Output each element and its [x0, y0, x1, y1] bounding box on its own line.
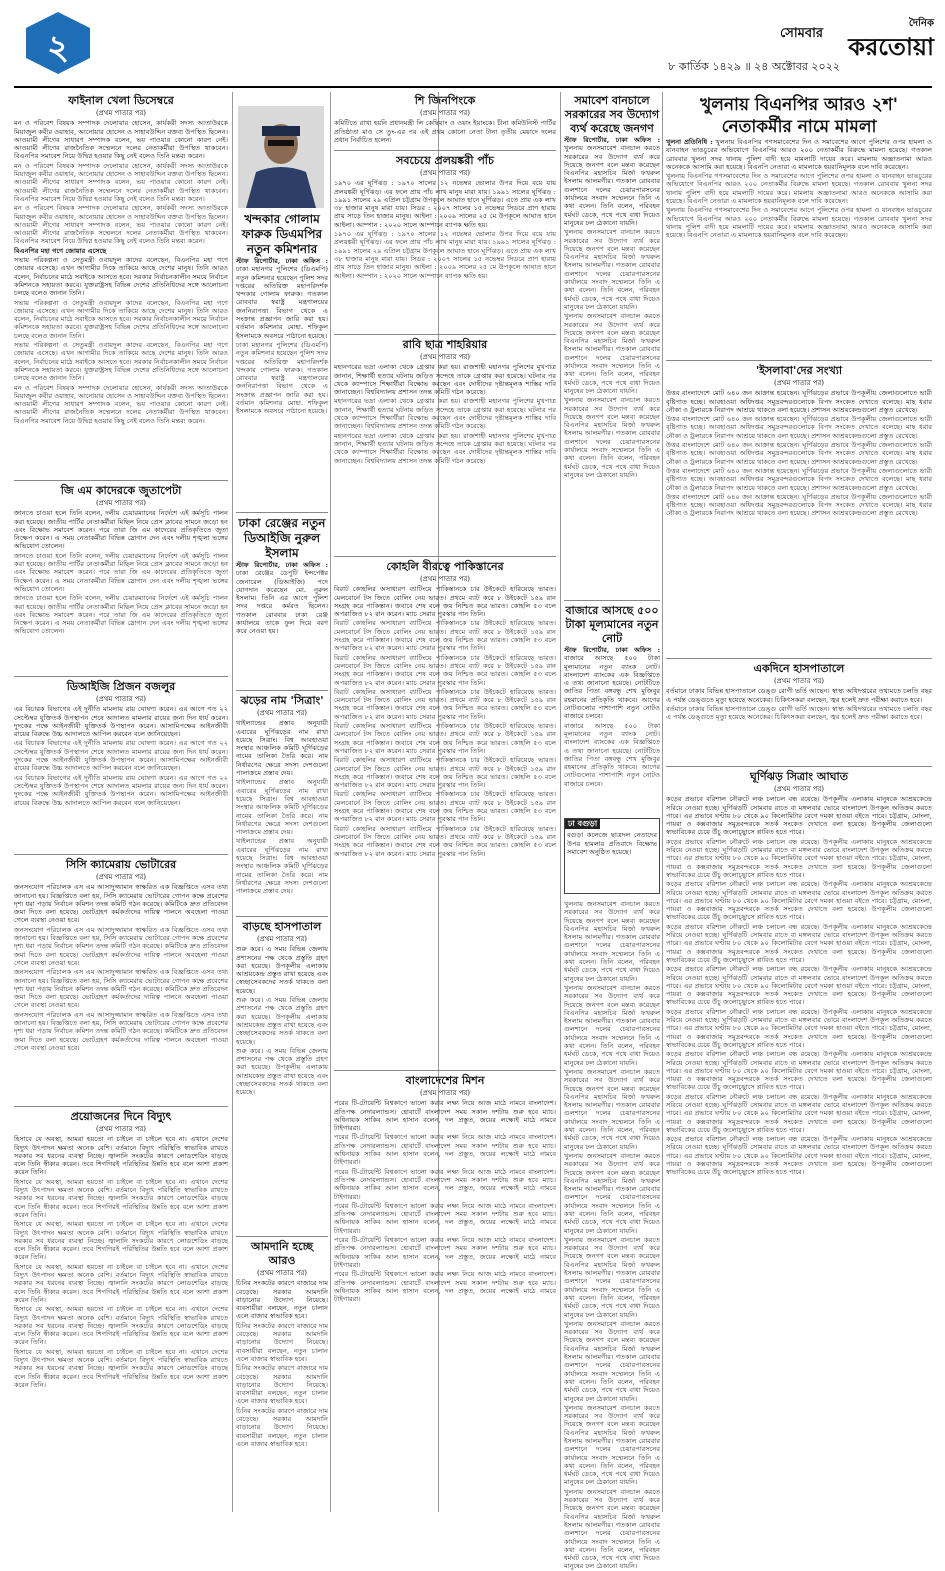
story-final-game: ফাইনাল খেলা ডিসেম্বরে (প্রথম পাতার পর) মন ও পরিবেশ বিষয়ক সম্পাদক দেলোয়ার হোসেন, কার্যকরী সদস্য আতাউরকে মিয়াজুল কবীর ওয়াহাব, আনোয়ার হোসেন ও সাহাবউদ্দিন বক্তব্য উপস্থিত ছিলেন। আওয়ামী লীগের সাধারণ সম্পাদক বলেন, ভয় পাওয়ার কোনো কারণ নেই। আওয়ামী লীগের রাজনৈতিক সম্মেলনে দলের নেতাকর্মীরা উপস্থিত থাকবেন। বিএনপির সমাবেশ নিয়ে উদ্বিগ্ন হওয়ার কিছু নেই বলেও তিনি মন্তব্য করেন। মন ও পরিবেশ বিষয়ক সম্পাদক দেলোয়ার হোসেন, কার্যকরী সদস্য আতাউরকে মিয়াজুল কবীর ওয়াহাব, আনোয়ার হোসেন ও সাহাবউদ্দিন বক্তব্য উপস্থিত ছিলেন। আওয়ামী লীগের সাধারণ সম্পাদক বলেন, ভয় পাওয়ার কোনো কারণ নেই। আওয়ামী লীগের রাজনৈতিক সম্মেলনে দলের নেতাকর্মীরা উপস্থিত থাকবেন। বিএনপির সমাবেশ নিয়ে উদ্বিগ্ন হওয়ার কিছু নেই বলেও তিনি মন্তব্য করেন। মন ও পরিবেশ বিষয়ক সম্পাদক দেলোয়ার হোসেন, কার্যকরী সদস্য আতাউরকে মিয়াজুল কবীর ওয়াহাব, আনোয়ার হোসেন ও সাহাবউদ্দিন বক্তব্য উপস্থিত ছিলেন। আওয়ামী লীগের সাধারণ সম্পাদক বলেন, ভয় পাওয়ার কোনো কারণ নেই। আওয়ামী লীগের রাজনৈতিক সম্মেলনে দলের নেতাকর্মীরা উপস্থিত থাকবেন। বিএনপির সমাবেশ নিয়ে উদ্বিগ্ন হওয়ার কিছু নেই বলেও তিনি মন্তব্য করেন। বিএনপির মহা গণে জোয়ার এসেছে সভায় পরিকল্পনা ও সেতুমন্ত্রী ওবায়দুল কাদের বলেছেন, বিএনপির মহা গণে জোয়ার এসেছে। এখন আগামীর দিকে তাকিয়ে আছে দেশের মানুষ। তিনি আরও বলেন, নির্বাচনের মাঠে সবাইকে আসতে হবে। সরকার নির্বাচনকালীন সময়ে নির্বাচন কমিশনকে সহায়তা করবে। যুক্তরাষ্ট্রসহ বিভিন্ন দেশের প্রতিনিধিদের সঙ্গে আলোচনা চলছে বলেও জানান তিনি। সভায় পরিকল্পনা ও সেতুমন্ত্রী ওবায়দুল কাদের বলেছেন, বিএনপির মহা গণে জোয়ার এসেছে। এখন আগামীর দিকে তাকিয়ে আছে দেশের মানুষ। তিনি আরও বলেন, নির্বাচনের মাঠে সবাইকে আসতে হবে। সরকার নির্বাচনকালীন সময়ে নির্বাচন কমিশনকে সহায়তা করবে। যুক্তরাষ্ট্রসহ বিভিন্ন দেশের প্রতিনিধিদের সঙ্গে আলোচনা চলছে বলেও জানান তিনি। সভায় পরিকল্পনা ও সেতুমন্ত্রী ওবায়দুল কাদের বলেছেন, বিএনপির মহা গণে জোয়ার এসেছে। এখন আগামীর দিকে তাকিয়ে আছে দেশের মানুষ। তিনি আরও বলেন, নির্বাচনের মাঠে সবাইকে আসতে হবে। সরকার নির্বাচনকালীন সময়ে নির্বাচন কমিশনকে সহায়তা করবে। যুক্তরাষ্ট্রসহ বিভিন্ন দেশের প্রতিনিধিদের সঙ্গে আলোচনা চলছে বলেও জানান তিনি। মন ও পরিবেশ বিষয়ক সম্পাদক দেলোয়ার হোসেন, কার্যকরী সদস্য আতাউরকে মিয়াজুল কবীর ওয়াহাব, আনোয়ার হোসেন ও সাহাবউদ্দিন বক্তব্য উপস্থিত ছিলেন। আওয়ামী লীগের সাধারণ সম্পাদক বলেন, ভয় পাওয়ার কোনো কারণ নেই। আওয়ামী লীগের রাজনৈতিক সম্মেলনে দলের নেতাকর্মীরা উপস্থিত থাকবেন। বিএনপির সমাবেশ নিয়ে উদ্বিগ্ন হওয়ার কিছু নেই বলেও তিনি মন্তব্য করেন।: [14, 94, 228, 425]
story-prices: বাড়ছে হাসপাতাল (প্রথম পাতার পর) শুরু করে। এ সময় বিভিন্ন জেলায় প্রশাসনের পক্ষ থেকে প্রস্তুতি গ্রহণ করা হয়েছে। উপকূলীয় এলাকায় আশ্রয়কেন্দ্র প্রস্তুত রাখা হয়েছে এবং স্বেচ্ছাসেবকদের সতর্ক থাকতে বলা হয়েছে। শুরু করে। এ সময় বিভিন্ন জেলায় প্রশাসনের পক্ষ থেকে প্রস্তুতি গ্রহণ করা হয়েছে। উপকূলীয় এলাকায় আশ্রয়কেন্দ্র প্রস্তুত রাখা হয়েছে এবং স্বেচ্ছাসেবকদের সতর্ক থাকতে বলা হয়েছে। শুরু করে। এ সময় বিভিন্ন জেলায় প্রশাসনের পক্ষ থেকে প্রস্তুতি গ্রহণ করা হয়েছে। উপকূলীয় এলাকায় আশ্রয়কেন্দ্র প্রস্তুত রাখা হয়েছে এবং স্বেচ্ছাসেবকদের সতর্ক থাকতে বলা হয়েছে।: [236, 920, 328, 1097]
column-divider: [662, 92, 663, 1512]
story-islamda: 'ইসলাবা'দের সংখ্যা (প্রথম পাতার পর) উত্তর বাংলাদেশে মোট ৬৪০ জন আক্রান্ত হয়েছেন। ঘূর্ণিঝড়ের প্রভাবে উপকূলীয় জেলাগুলোতে ভারী বৃষ্টিপাত হচ্ছে। আবহাওয়া অধিদপ্তর সমুদ্রবন্দরগুলোকে বিপদ সংকেত দেখাতে বলেছে। মাছ ধরার নৌকা ও ট্রলারকে নিরাপদ আশ্রয়ে থাকতে বলা হয়েছে। প্রশাসন আশ্রয়কেন্দ্রগুলো প্রস্তুত রেখেছে। উত্তর বাংলাদেশে মোট ৬৪০ জন আক্রান্ত হয়েছেন। ঘূর্ণিঝড়ের প্রভাবে উপকূলীয় জেলাগুলোতে ভারী বৃষ্টিপাত হচ্ছে। আবহাওয়া অধিদপ্তর সমুদ্রবন্দরগুলোকে বিপদ সংকেত দেখাতে বলেছে। মাছ ধরার নৌকা ও ট্রলারকে নিরাপদ আশ্রয়ে থাকতে বলা হয়েছে। প্রশাসন আশ্রয়কেন্দ্রগুলো প্রস্তুত রেখেছে। উত্তর বাংলাদেশে মোট ৬৪০ জন আক্রান্ত হয়েছেন। ঘূর্ণিঝড়ের প্রভাবে উপকূলীয় জেলাগুলোতে ভারী বৃষ্টিপাত হচ্ছে। আবহাওয়া অধিদপ্তর সমুদ্রবন্দরগুলোকে বিপদ সংকেত দেখাতে বলেছে। মাছ ধরার নৌকা ও ট্রলারকে নিরাপদ আশ্রয়ে থাকতে বলা হয়েছে। প্রশাসন আশ্রয়কেন্দ্রগুলো প্রস্তুত রেখেছে। উত্তর বাংলাদেশে মোট ৬৪০ জন আক্রান্ত হয়েছেন। ঘূর্ণিঝড়ের প্রভাবে উপকূলীয় জেলাগুলোতে ভারী বৃষ্টিপাত হচ্ছে। আবহাওয়া অধিদপ্তর সমুদ্রবন্দরগুলোকে বিপদ সংকেত দেখাতে বলেছে। মাছ ধরার নৌকা ও ট্রলারকে নিরাপদ আশ্রয়ে থাকতে বলা হয়েছে। প্রশাসন আশ্রয়কেন্দ্রগুলো প্রস্তুত রেখেছে। উত্তর বাংলাদেশে মোট ৬৪০ জন আক্রান্ত হয়েছেন। ঘূর্ণিঝড়ের প্রভাবে উপকূলীয় জেলাগুলোতে ভারী বৃষ্টিপাত হচ্ছে। আবহাওয়া অধিদপ্তর সমুদ্রবন্দরগুলোকে বিপদ সংকেত দেখাতে বলেছে। মাছ ধরার নৌকা ও ট্রলারকে নিরাপদ আশ্রয়ে থাকতে বলা হয়েছে। প্রশাসন আশ্রয়কেন্দ্রগুলো প্রস্তুত রেখেছে।: [666, 364, 932, 518]
story-new-notes: বাজারে আসছে ৫০০ টাকা মূল্যমানের নতুন নোট স্টাফ রিপোর্টার, ঢাকা অফিস : বাজারে আসছে ৫০০ টাকা মূল্যমানের নতুন ব্যাংক নোট। বাংলাদেশ ব্যাংকের এক বিজ্ঞপ্তিতে এ তথ্য জানানো হয়েছে। নোটটিতে জাতির পিতা বঙ্গবন্ধু শেখ মুজিবুর রহমানের প্রতিকৃতি থাকবে। আগের নোটগুলোর পাশাপাশি নতুন নোটও বাজারে চলবে। বাজারে আসছে ৫০০ টাকা মূল্যমানের নতুন ব্যাংক নোট। বাংলাদেশ ব্যাংকের এক বিজ্ঞপ্তিতে এ তথ্য জানানো হয়েছে। নোটটিতে জাতির পিতা বঙ্গবন্ধু শেখ মুজিবুর রহমানের প্রতিকৃতি থাকবে। আগের নোটগুলোর পাশাপাশি নতুন নোটও বাজারে চলবে।: [564, 604, 660, 788]
story-hospital: একদিনে হাসপাতালে (প্রথম পাতার পর) বর্তমানে ঢাকার বিভিন্ন হাসপাতালে ডেঙ্গু রোগী ভর্তি আছেন। স্বাস্থ্য অধিদপ্তরের তথ্যমতে চলতি বছর এ পর্যন্ত ডেঙ্গুতে মৃত্যু হয়েছে অনেকের। চিকিৎসকরা বলছেন, জ্বর হলেই দ্রুত পরীক্ষা করাতে হবে। বর্তমানে ঢাকার বিভিন্ন হাসপাতালে ডেঙ্গু রোগী ভর্তি আছেন। স্বাস্থ্য অধিদপ্তরের তথ্যমতে চলতি বছর এ পর্যন্ত ডেঙ্গুতে মৃত্যু হয়েছে অনেকের। চিকিৎসকরা বলছেন, জ্বর হলেই দ্রুত পরীক্ষা করাতে হবে।: [666, 662, 932, 722]
column-divider: [560, 92, 561, 1512]
weekday: সোমবার: [780, 26, 824, 41]
story-rally-obstacle: সমাবেশ বানচালে সরকারের সব উদ্যোগ ব্যর্থ করেছে জনগণ স্টাফ রিপোর্টার, ঢাকা অফিস : খুলনায় জনসমাবেশ বানচাল করতে সরকারের সব উদ্যোগ ব্যর্থ করে দিয়েছে জনগণ বলে মন্তব্য করেছেন বিএনপির মহাসচিব মির্জা ফখরুল ইসলাম আলমগীর। গতকাল রোববার গুলশানে দলের চেয়ারপারসনের কার্যালয়ে সংবাদ সম্মেলনে তিনি এ কথা বলেন। তিনি বলেন, পরিবহন ধর্মঘট ডেকে, পথে পথে বাধা দিয়েও মানুষের ঢল ঠেকানো যায়নি। খুলনায় জনসমাবেশ বানচাল করতে সরকারের সব উদ্যোগ ব্যর্থ করে দিয়েছে জনগণ বলে মন্তব্য করেছেন বিএনপির মহাসচিব মির্জা ফখরুল ইসলাম আলমগীর। গতকাল রোববার গুলশানে দলের চেয়ারপারসনের কার্যালয়ে সংবাদ সম্মেলনে তিনি এ কথা বলেন। তিনি বলেন, পরিবহন ধর্মঘট ডেকে, পথে পথে বাধা দিয়েও মানুষের ঢল ঠেকানো যায়নি। খুলনায় জনসমাবেশ বানচাল করতে সরকারের সব উদ্যোগ ব্যর্থ করে দিয়েছে জনগণ বলে মন্তব্য করেছেন বিএনপির মহাসচিব মির্জা ফখরুল ইসলাম আলমগীর। গতকাল রোববার গুলশানে দলের চেয়ারপারসনের কার্যালয়ে সংবাদ সম্মেলনে তিনি এ কথা বলেন। তিনি বলেন, পরিবহন ধর্মঘট ডেকে, পথে পথে বাধা দিয়েও মানুষের ঢল ঠেকানো যায়নি। খুলনায় জনসমাবেশ বানচাল করতে সরকারের সব উদ্যোগ ব্যর্থ করে দিয়েছে জনগণ বলে মন্তব্য করেছেন বিএনপির মহাসচিব মির্জা ফখরুল ইসলাম আলমগীর। গতকাল রোববার গুলশানে দলের চেয়ারপারসনের কার্যালয়ে সংবাদ সম্মেলনে তিনি এ কথা বলেন। তিনি বলেন, পরিবহন ধর্মঘট ডেকে, পথে পথে বাধা দিয়েও মানুষের ঢল ঠেকানো যায়নি।: [564, 94, 660, 479]
header-rule: [14, 86, 932, 88]
story-rabi-student: রাবি ছাত্র শাহরিয়ার (প্রথম পাতার পর) মহানগরের ভদ্রা এলাকা থেকে গ্রেপ্তার করা হয়। রাজশাহী মহানগর পুলিশের মুখপাত্র জানান, শিক্ষার্থী হত্যার ঘটনায় জড়িত সন্দেহে তাকে গ্রেপ্তার করা হয়েছে। ঘটনার পর থেকে ক্যাম্পাসে শিক্ষার্থীরা বিক্ষোভ করছেন এবং দোষীদের দৃষ্টান্তমূলক শাস্তির দাবি জানাচ্ছেন। বিশ্ববিদ্যালয় প্রশাসন তদন্ত কমিটি গঠন করেছে। মহানগরের ভদ্রা এলাকা থেকে গ্রেপ্তার করা হয়। রাজশাহী মহানগর পুলিশের মুখপাত্র জানান, শিক্ষার্থী হত্যার ঘটনায় জড়িত সন্দেহে তাকে গ্রেপ্তার করা হয়েছে। ঘটনার পর থেকে ক্যাম্পাসে শিক্ষার্থীরা বিক্ষোভ করছেন এবং দোষীদের দৃষ্টান্তমূলক শাস্তির দাবি জানাচ্ছেন। বিশ্ববিদ্যালয় প্রশাসন তদন্ত কমিটি গঠন করেছে। মহানগরের ভদ্রা এলাকা থেকে গ্রেপ্তার করা হয়। রাজশাহী মহানগর পুলিশের মুখপাত্র জানান, শিক্ষার্থী হত্যার ঘটনায় জড়িত সন্দেহে তাকে গ্রেপ্তার করা হয়েছে। ঘটনার পর থেকে ক্যাম্পাসে শিক্ষার্থীরা বিক্ষোভ করছেন এবং দোষীদের দৃষ্টান্তমূলক শাস্তির দাবি জানাচ্ছেন। বিশ্ববিদ্যালয় প্রশাসন তদন্ত কমিটি গঠন করেছে।: [334, 338, 556, 465]
masthead: [0, 0, 945, 86]
story-kohli: কোহলি বীরত্বে পাকিস্তানের (প্রথম পাতার পর) বিরাট কোহলির অসাধারণ ব্যাটিংয়ে পাকিস্তানকে চার উইকেটে হারিয়েছে ভারত। মেলবোর্নে টস জিতে বোলিং নেয় ভারত। প্রথমে ব্যাট করে ৮ উইকেটে ১৫৯ রান সংগ্রহ করে পাকিস্তান। জবাবে শেষ বলে জয় নিশ্চিত করে ভারত। কোহলি ৫৩ বলে অপরাজিত ৮২ রান করেন। ম্যাচ সেরার পুরস্কার পান তিনি। বিরাট কোহলির অসাধারণ ব্যাটিংয়ে পাকিস্তানকে চার উইকেটে হারিয়েছে ভারত। মেলবোর্নে টস জিতে বোলিং নেয় ভারত। প্রথমে ব্যাট করে ৮ উইকেটে ১৫৯ রান সংগ্রহ করে পাকিস্তান। জবাবে শেষ বলে জয় নিশ্চিত করে ভারত। কোহলি ৫৩ বলে অপরাজিত ৮২ রান করেন। ম্যাচ সেরার পুরস্কার পান তিনি। বিরাট কোহলির অসাধারণ ব্যাটিংয়ে পাকিস্তানকে চার উইকেটে হারিয়েছে ভারত। মেলবোর্নে টস জিতে বোলিং নেয় ভারত। প্রথমে ব্যাট করে ৮ উইকেটে ১৫৯ রান সংগ্রহ করে পাকিস্তান। জবাবে শেষ বলে জয় নিশ্চিত করে ভারত। কোহলি ৫৩ বলে অপরাজিত ৮২ রান করেন। ম্যাচ সেরার পুরস্কার পান তিনি। বিরাট কোহলির অসাধারণ ব্যাটিংয়ে পাকিস্তানকে চার উইকেটে হারিয়েছে ভারত। মেলবোর্নে টস জিতে বোলিং নেয় ভারত। প্রথমে ব্যাট করে ৮ উইকেটে ১৫৯ রান সংগ্রহ করে পাকিস্তান। জবাবে শেষ বলে জয় নিশ্চিত করে ভারত। কোহলি ৫৩ বলে অপরাজিত ৮২ রান করেন। ম্যাচ সেরার পুরস্কার পান তিনি। বিরাট কোহলির অসাধারণ ব্যাটিংয়ে পাকিস্তানকে চার উইকেটে হারিয়েছে ভারত। মেলবোর্নে টস জিতে বোলিং নেয় ভারত। প্রথমে ব্যাট করে ৮ উইকেটে ১৫৯ রান সংগ্রহ করে পাকিস্তান। জবাবে শেষ বলে জয় নিশ্চিত করে ভারত। কোহলি ৫৩ বলে অপরাজিত ৮২ রান করেন। ম্যাচ সেরার পুরস্কার পান তিনি। বিরাট কোহলির অসাধারণ ব্যাটিংয়ে পাকিস্তানকে চার উইকেটে হারিয়েছে ভারত। মেলবোর্নে টস জিতে বোলিং নেয় ভারত। প্রথমে ব্যাট করে ৮ উইকেটে ১৫৯ রান সংগ্রহ করে পাকিস্তান। জবাবে শেষ বলে জয় নিশ্চিত করে ভারত। কোহলি ৫৩ বলে অপরাজিত ৮২ রান করেন। ম্যাচ সেরার পুরস্কার পান তিনি। বিরাট কোহলির অসাধারণ ব্যাটিংয়ে পাকিস্তানকে চার উইকেটে হারিয়েছে ভারত। মেলবোর্নে টস জিতে বোলিং নেয় ভারত। প্রথমে ব্যাট করে ৮ উইকেটে ১৫৯ রান সংগ্রহ করে পাকিস্তান। জবাবে শেষ বলে জয় নিশ্চিত করে ভারত। কোহলি ৫৩ বলে অপরাজিত ৮২ রান করেন। ম্যাচ সেরার পুরস্কার পান তিনি। বিরাট কোহলির অসাধারণ ব্যাটিংয়ে পাকিস্তানকে চার উইকেটে হারিয়েছে ভারত। মেলবোর্নে টস জিতে বোলিং নেয় ভারত। প্রথমে ব্যাট করে ৮ উইকেটে ১৫৯ রান সংগ্রহ করে পাকিস্তান। জবাবে শেষ বলে জয় নিশ্চিত করে ভারত। কোহলি ৫৩ বলে অপরাজিত ৮২ রান করেন। ম্যাচ সেরার পুরস্কার পান তিনি।: [334, 560, 556, 858]
column-divider: [330, 92, 331, 1512]
issue-date: ৮ কার্তিক ১৪২৯ ॥ ২৪ অক্টোবর ২০২২: [668, 60, 840, 73]
story-dig-prison: ডিআইজি প্রিজন বজলুর (প্রথম পাতার পর) এর বিচারক বিভাগের এই দুর্নীতি মামলায় রায় ঘোষণা করেন। এর আগে গত ২২ সেপ্টেম্বর যুক্তিতর্ক উপস্থাপন শেষে আদালত মামলার রায়ের জন্য দিন ধার্য করেন। দুদকের পক্ষে আইনজীবী যুক্তিতর্ক উপস্থাপন করেন। আসামিপক্ষের আইনজীবী রায়ের বিরুদ্ধে উচ্চ আদালতে আপিল করবেন বলে জানিয়েছেন। এর বিচারক বিভাগের এই দুর্নীতি মামলায় রায় ঘোষণা করেন। এর আগে গত ২২ সেপ্টেম্বর যুক্তিতর্ক উপস্থাপন শেষে আদালত মামলার রায়ের জন্য দিন ধার্য করেন। দুদকের পক্ষে আইনজীবী যুক্তিতর্ক উপস্থাপন করেন। আসামিপক্ষের আইনজীবী রায়ের বিরুদ্ধে উচ্চ আদালতে আপিল করবেন বলে জানিয়েছেন। এর বিচারক বিভাগের এই দুর্নীতি মামলায় রায় ঘোষণা করেন। এর আগে গত ২২ সেপ্টেম্বর যুক্তিতর্ক উপস্থাপন শেষে আদালত মামলার রায়ের জন্য দিন ধার্য করেন। দুদকের পক্ষে আইনজীবী যুক্তিতর্ক উপস্থাপন করেন। আসামিপক্ষের আইনজীবী রায়ের বিরুদ্ধে উচ্চ আদালতে আপিল করবেন বলে জানিয়েছেন।: [14, 680, 228, 807]
page-number: ২: [46, 28, 70, 68]
story-dhaka-range: ঢাকা রেঞ্জের নতুন ডিআইজি নুরুল ইসলাম স্টাফ রিপোর্টার, ঢাকা অফিস : ঢাকা রেঞ্জের ডেপুটি ইন্সপেক্টর জেনারেল (ডিআইজি) পদে যোগদান করেছেন মো. নুরুল ইসলাম। তিনি এর আগে পুলিশ সদর দপ্তরে কর্মরত ছিলেন। গতকাল রোববার ঢাকা রেঞ্জ কার্যালয়ে তাকে ফুল দিয়ে বরণ করে নেওয়া হয়।: [236, 516, 328, 636]
newspaper-logo: দৈনিক করতোয়া: [848, 18, 934, 61]
story-bangladesh-mission: বাংলাদেশের মিশন (প্রথম পাতার পর) পরের টি-টোয়েন্টি বিশ্বকাপে ভালো করার লক্ষ্য নিয়ে আজ মাঠে নামবে বাংলাদেশ। প্রতিপক্ষ নেদারল্যান্ডস। হোবার্টে বাংলাদেশ সময় সকাল দশটায় শুরু হবে ম্যাচ। অধিনায়ক সাকিব আল হাসান বলেন, দল প্রস্তুত, জয়ের লক্ষ্যেই মাঠে নামবে টাইগাররা। পরের টি-টোয়েন্টি বিশ্বকাপে ভালো করার লক্ষ্য নিয়ে আজ মাঠে নামবে বাংলাদেশ। প্রতিপক্ষ নেদারল্যান্ডস। হোবার্টে বাংলাদেশ সময় সকাল দশটায় শুরু হবে ম্যাচ। অধিনায়ক সাকিব আল হাসান বলেন, দল প্রস্তুত, জয়ের লক্ষ্যেই মাঠে নামবে টাইগাররা। পরের টি-টোয়েন্টি বিশ্বকাপে ভালো করার লক্ষ্য নিয়ে আজ মাঠে নামবে বাংলাদেশ। প্রতিপক্ষ নেদারল্যান্ডস। হোবার্টে বাংলাদেশ সময় সকাল দশটায় শুরু হবে ম্যাচ। অধিনায়ক সাকিব আল হাসান বলেন, দল প্রস্তুত, জয়ের লক্ষ্যেই মাঠে নামবে টাইগাররা। পরের টি-টোয়েন্টি বিশ্বকাপে ভালো করার লক্ষ্য নিয়ে আজ মাঠে নামবে বাংলাদেশ। প্রতিপক্ষ নেদারল্যান্ডস। হোবার্টে বাংলাদেশ সময় সকাল দশটায় শুরু হবে ম্যাচ। অধিনায়ক সাকিব আল হাসান বলেন, দল প্রস্তুত, জয়ের লক্ষ্যেই মাঠে নামবে টাইগাররা। পরের টি-টোয়েন্টি বিশ্বকাপে ভালো করার লক্ষ্য নিয়ে আজ মাঠে নামবে বাংলাদেশ। প্রতিপক্ষ নেদারল্যান্ডস। হোবার্টে বাংলাদেশ সময় সকাল দশটায় শুরু হবে ম্যাচ। অধিনায়ক সাকিব আল হাসান বলেন, দল প্রস্তুত, জয়ের লক্ষ্যেই মাঠে নামবে টাইগাররা। পরের টি-টোয়েন্টি বিশ্বকাপে ভালো করার লক্ষ্য নিয়ে আজ মাঠে নামবে বাংলাদেশ। প্রতিপক্ষ নেদারল্যান্ডস। হোবার্টে বাংলাদেশ সময় সকাল দশটায় শুরু হবে ম্যাচ। অধিনায়ক সাকিব আল হাসান বলেন, দল প্রস্তুত, জয়ের লক্ষ্যেই মাঠে নামবে টাইগাররা।: [334, 1074, 556, 1304]
commissioner-photo: [238, 106, 324, 208]
story-sitrang-name: ঝড়ের নাম 'সিত্রাং' (প্রথম পাতার পর) থাইল্যান্ডের প্রস্তাব অনুযায়ী এবারের ঘূর্ণিঝড়ের নাম রাখা হয়েছে সিত্রাং। বিশ্ব আবহাওয়া সংস্থার আঞ্চলিক কমিটি ঘূর্ণিঝড়ের নামের তালিকা তৈরি করে। নাম নির্ধারণের ক্ষেত্রে সদস্য দেশগুলো পালাক্রমে প্রস্তাব দেয়। থাইল্যান্ডের প্রস্তাব অনুযায়ী এবারের ঘূর্ণিঝড়ের নাম রাখা হয়েছে সিত্রাং। বিশ্ব আবহাওয়া সংস্থার আঞ্চলিক কমিটি ঘূর্ণিঝড়ের নামের তালিকা তৈরি করে। নাম নির্ধারণের ক্ষেত্রে সদস্য দেশগুলো পালাক্রমে প্রস্তাব দেয়। থাইল্যান্ডের প্রস্তাব অনুযায়ী এবারের ঘূর্ণিঝড়ের নাম রাখা হয়েছে সিত্রাং। বিশ্ব আবহাওয়া সংস্থার আঞ্চলিক কমিটি ঘূর্ণিঝড়ের নামের তালিকা তৈরি করে। নাম নির্ধারণের ক্ষেত্রে সদস্য দেশগুলো পালাক্রমে প্রস্তাব দেয়।: [236, 694, 328, 896]
story-import: আমদানি হচ্ছে আরও (প্রথম পাতার পর) চিনির সংকটের কারণে বাজারে দাম বেড়েছে। সরকার আমদানি বাড়ানোর উদ্যোগ নিয়েছে। ব্যবসায়ীরা বলছেন, নতুন চালান এলে বাজার স্বাভাবিক হবে। চিনির সংকটের কারণে বাজারে দাম বেড়েছে। সরকার আমদানি বাড়ানোর উদ্যোগ নিয়েছে। ব্যবসায়ীরা বলছেন, নতুন চালান এলে বাজার স্বাভাবিক হবে। চিনির সংকটের কারণে বাজারে দাম বেড়েছে। সরকার আমদানি বাড়ানোর উদ্যোগ নিয়েছে। ব্যবসায়ীরা বলছেন, নতুন চালান এলে বাজার স্বাভাবিক হবে। চিনির সংকটের কারণে বাজারে দাম বেড়েছে। সরকার আমদানি বাড়ানোর উদ্যোগ নিয়েছে। ব্যবসায়ীরা বলছেন, নতুন চালান এলে বাজার স্বাভাবিক হবে।: [236, 1240, 328, 1448]
story-gm-quader: জি এম কাদেরকে জুতাপেটা (প্রথম পাতার পর) জানতে চাওয়া হলে তিনি বলেন, দলীয় চেয়ারম্যানের নির্দেশে এই কর্মসূচি পালন করা হয়েছে। জাতীয় পার্টির নেতাকর্মীরা মিছিল নিয়ে প্রেস ক্লাবের সামনে জড়ো হন এবং বিক্ষোভ সমাবেশ করেন। পরে তারা জি এম কাদেরের প্রতিকৃতিতে জুতা নিক্ষেপ করেন। এ সময় নেতাকর্মীরা বিভিন্ন স্লোগান দেন এবং দলীয় শৃঙ্খলা ভঙ্গের অভিযোগ তোলেন। জানতে চাওয়া হলে তিনি বলেন, দলীয় চেয়ারম্যানের নির্দেশে এই কর্মসূচি পালন করা হয়েছে। জাতীয় পার্টির নেতাকর্মীরা মিছিল নিয়ে প্রেস ক্লাবের সামনে জড়ো হন এবং বিক্ষোভ সমাবেশ করেন। পরে তারা জি এম কাদেরের প্রতিকৃতিতে জুতা নিক্ষেপ করেন। এ সময় নেতাকর্মীরা বিভিন্ন স্লোগান দেন এবং দলীয় শৃঙ্খলা ভঙ্গের অভিযোগ তোলেন। জানতে চাওয়া হলে তিনি বলেন, দলীয় চেয়ারম্যানের নির্দেশে এই কর্মসূচি পালন করা হয়েছে। জাতীয় পার্টির নেতাকর্মীরা মিছিল নিয়ে প্রেস ক্লাবের সামনে জড়ো হন এবং বিক্ষোভ সমাবেশ করেন। পরে তারা জি এম কাদেরের প্রতিকৃতিতে জুতা নিক্ষেপ করেন। এ সময় নেতাকর্মীরা বিভিন্ন স্লোগান দেন এবং দলীয় শৃঙ্খলা ভঙ্গের অভিযোগ তোলেন।: [14, 484, 228, 636]
story-dmp-commissioner: খন্দকার গোলাম ফারুক ডিএমপির নতুন কমিশনার স্টাফ রিপোর্টার, ঢাকা অফিস : ঢাকা মহানগর পুলিশের (ডিএমপি) নতুন কমিশনার হয়েছেন পুলিশ সদর দপ্তরের অতিরিক্ত মহাপরিদর্শক খন্দকার গোলাম ফারুক। গতকাল রোববার স্বরাষ্ট্র মন্ত্রণালয়ের জননিরাপত্তা বিভাগ থেকে এ সংক্রান্ত প্রজ্ঞাপন জারি করা হয়। বর্তমান কমিশনার মোহা. শফিকুল ইসলামকে অবসরে পাঠানো হয়েছে। ঢাকা মহানগর পুলিশের (ডিএমপি) নতুন কমিশনার হয়েছেন পুলিশ সদর দপ্তরের অতিরিক্ত মহাপরিদর্শক খন্দকার গোলাম ফারুক। গতকাল রোববার স্বরাষ্ট্র মন্ত্রণালয়ের জননিরাপত্তা বিভাগ থেকে এ সংক্রান্ত প্রজ্ঞাপন জারি করা হয়। বর্তমান কমিশনার মোহা. শফিকুল ইসলামকে অবসরে পাঠানো হয়েছে।: [236, 212, 328, 416]
bogura-box: ঢা বগুড়া বগুড়া কলেজে ছাত্রদল নেতাদের উপর হামলার প্রতিবাদে বিক্ষোভ সমাবেশ অনুষ্ঠিত হয়েছে।: [564, 818, 660, 894]
story-cyclone-five: সবচেয়ে প্রলয়ঙ্করী পাঁচ (প্রথম পাতার পর) ১৯৭০ এর ঘূর্ণিঝড় : ১৯৭০ সালের ১২ নভেম্বর ভোলার উপর দিয়ে বয়ে যায় প্রলয়ঙ্করী ঘূর্ণিঝড়। এর ফলে প্রায় পাঁচ লাখ মানুষ মারা যায়। ১৯৯১ সালের ঘূর্ণিঝড় : ১৯৯১ সালের ২৯ এপ্রিল চট্টগ্রাম উপকূলে আঘাত হানে ঘূর্ণিঝড়। এতে প্রায় এক লাখ ৩৮ হাজার মানুষ মারা যায়। সিডর : ২০০৭ সালের ১৫ নভেম্বর সিডরে প্রাণ হারায় প্রায় সাড়ে তিন হাজার মানুষ। আইলা : ২০০৯ সালের ২৫ মে উপকূলে আঘাত হানে আইলা। আম্পান : ২০২০ সালে আম্পানে ব্যাপক ক্ষতি হয়। ১৯৭০ এর ঘূর্ণিঝড় : ১৯৭০ সালের ১২ নভেম্বর ভোলার উপর দিয়ে বয়ে যায় প্রলয়ঙ্করী ঘূর্ণিঝড়। এর ফলে প্রায় পাঁচ লাখ মানুষ মারা যায়। ১৯৯১ সালের ঘূর্ণিঝড় : ১৯৯১ সালের ২৯ এপ্রিল চট্টগ্রাম উপকূলে আঘাত হানে ঘূর্ণিঝড়। এতে প্রায় এক লাখ ৩৮ হাজার মানুষ মারা যায়। সিডর : ২০০৭ সালের ১৫ নভেম্বর সিডরে প্রাণ হারায় প্রায় সাড়ে তিন হাজার মানুষ। আইলা : ২০০৯ সালের ২৫ মে উপকূলে আঘাত হানে আইলা। আম্পান : ২০২০ সালে আম্পানে ব্যাপক ক্ষতি হয়।: [334, 154, 556, 280]
story-khulna: খুলনায় বিএনপির আরও ২শ' নেতাকর্মীর নামে মামলা খুলনা প্রতিনিধি : খুলনায় বিএনপির গণসমাবেশের দিন ও সমাবেশের আগে পুলিশের ওপর হামলা ও যানবাহন ভাঙচুরের অভিযোগে বিএনপির আরও ২০০ নেতাকর্মীর বিরুদ্ধে মামলা হয়েছে। গতকাল রোববার খুলনা সদর থানায় পুলিশ বাদী হয়ে মামলাটি দায়ের করে। মামলায় অজ্ঞাতনামা আরও অনেককে আসামি করা হয়েছে। বিএনপি নেতারা এ মামলাকে হয়রানিমূলক বলে দাবি করেছেন। খুলনায় বিএনপির গণসমাবেশের দিন ও সমাবেশের আগে পুলিশের ওপর হামলা ও যানবাহন ভাঙচুরের অভিযোগে বিএনপির আরও ২০০ নেতাকর্মীর বিরুদ্ধে মামলা হয়েছে। গতকাল রোববার খুলনা সদর থানায় পুলিশ বাদী হয়ে মামলাটি দায়ের করে। মামলায় অজ্ঞাতনামা আরও অনেককে আসামি করা হয়েছে। বিএনপি নেতারা এ মামলাকে হয়রানিমূলক বলে দাবি করেছেন। খুলনায় বিএনপির গণসমাবেশের দিন ও সমাবেশের আগে পুলিশের ওপর হামলা ও যানবাহন ভাঙচুরের অভিযোগে বিএনপির আরও ২০০ নেতাকর্মীর বিরুদ্ধে মামলা হয়েছে। গতকাল রোববার খুলনা সদর থানায় পুলিশ বাদী হয়ে মামলাটি দায়ের করে। মামলায় অজ্ঞাতনামা আরও অনেককে আসামি করা হয়েছে। বিএনপি নেতারা এ মামলাকে হয়রানিমূলক বলে দাবি করেছেন।: [666, 95, 932, 240]
story-cc-camera: সিসি ক্যামেরায় ভোটারের (প্রথম পাতার পর) জনসংযোগ পরিচালক এস এম আসাদুজ্জামান স্বাক্ষরিত এক বিজ্ঞপ্তিতে এসব তথ্য জানানো হয়। বিজ্ঞপ্তিতে বলা হয়, সিসি ক্যামেরায় ভোটারের গোপন কক্ষে প্রবেশের দৃশ্য ধরা পড়ায় নির্বাচন কমিশন তদন্ত কমিটি গঠন করেছে। কমিটিকে দ্রুত প্রতিবেদন জমা দিতে বলা হয়েছে। ভোটগ্রহণ কর্মকর্তাদের দায়িত্ব পালনে অবহেলা পাওয়া গেলে ব্যবস্থা নেওয়া হবে। জনসংযোগ পরিচালক এস এম আসাদুজ্জামান স্বাক্ষরিত এক বিজ্ঞপ্তিতে এসব তথ্য জানানো হয়। বিজ্ঞপ্তিতে বলা হয়, সিসি ক্যামেরায় ভোটারের গোপন কক্ষে প্রবেশের দৃশ্য ধরা পড়ায় নির্বাচন কমিশন তদন্ত কমিটি গঠন করেছে। কমিটিকে দ্রুত প্রতিবেদন জমা দিতে বলা হয়েছে। ভোটগ্রহণ কর্মকর্তাদের দায়িত্ব পালনে অবহেলা পাওয়া গেলে ব্যবস্থা নেওয়া হবে। জনসংযোগ পরিচালক এস এম আসাদুজ্জামান স্বাক্ষরিত এক বিজ্ঞপ্তিতে এসব তথ্য জানানো হয়। বিজ্ঞপ্তিতে বলা হয়, সিসি ক্যামেরায় ভোটারের গোপন কক্ষে প্রবেশের দৃশ্য ধরা পড়ায় নির্বাচন কমিশন তদন্ত কমিটি গঠন করেছে। কমিটিকে দ্রুত প্রতিবেদন জমা দিতে বলা হয়েছে। ভোটগ্রহণ কর্মকর্তাদের দায়িত্ব পালনে অবহেলা পাওয়া গেলে ব্যবস্থা নেওয়া হবে। জনসংযোগ পরিচালক এস এম আসাদুজ্জামান স্বাক্ষরিত এক বিজ্ঞপ্তিতে এসব তথ্য জানানো হয়। বিজ্ঞপ্তিতে বলা হয়, সিসি ক্যামেরায় ভোটারের গোপন কক্ষে প্রবেশের দৃশ্য ধরা পড়ায় নির্বাচন কমিশন তদন্ত কমিটি গঠন করেছে। কমিটিকে দ্রুত প্রতিবেদন জমা দিতে বলা হয়েছে। ভোটগ্রহণ কর্মকর্তাদের দায়িত্ব পালনে অবহেলা পাওয়া গেলে ব্যবস্থা নেওয়া হবে।: [14, 858, 228, 1052]
story-electricity: প্রয়োজনের দিনে বিদ্যুৎ (প্রথম পাতার পর) হিসাবে যে অবস্থা, আমরা হয়তো না চাইলে বা চাইলে হবে না। এখানে দেশের বিদ্যুৎ উৎপাদন ক্ষমতা অনেক বেশি। বর্তমানে বিদ্যুৎ পরিস্থিতি স্বাভাবিক রাখতে সরকার সব ধরনের ব্যবস্থা নিচ্ছে। জ্বালানি সংকটের কারণে লোডশেডিং বাড়ছে বলে তিনি স্বীকার করেন। তবে শিগগিরই পরিস্থিতির উন্নতি হবে বলে আশা প্রকাশ করেন তিনি। হিসাবে যে অবস্থা, আমরা হয়তো না চাইলে বা চাইলে হবে না। এখানে দেশের বিদ্যুৎ উৎপাদন ক্ষমতা অনেক বেশি। বর্তমানে বিদ্যুৎ পরিস্থিতি স্বাভাবিক রাখতে সরকার সব ধরনের ব্যবস্থা নিচ্ছে। জ্বালানি সংকটের কারণে লোডশেডিং বাড়ছে বলে তিনি স্বীকার করেন। তবে শিগগিরই পরিস্থিতির উন্নতি হবে বলে আশা প্রকাশ করেন তিনি। হিসাবে যে অবস্থা, আমরা হয়তো না চাইলে বা চাইলে হবে না। এখানে দেশের বিদ্যুৎ উৎপাদন ক্ষমতা অনেক বেশি। বর্তমানে বিদ্যুৎ পরিস্থিতি স্বাভাবিক রাখতে সরকার সব ধরনের ব্যবস্থা নিচ্ছে। জ্বালানি সংকটের কারণে লোডশেডিং বাড়ছে বলে তিনি স্বীকার করেন। তবে শিগগিরই পরিস্থিতির উন্নতি হবে বলে আশা প্রকাশ করেন তিনি। হিসাবে যে অবস্থা, আমরা হয়তো না চাইলে বা চাইলে হবে না। এখানে দেশের বিদ্যুৎ উৎপাদন ক্ষমতা অনেক বেশি। বর্তমানে বিদ্যুৎ পরিস্থিতি স্বাভাবিক রাখতে সরকার সব ধরনের ব্যবস্থা নিচ্ছে। জ্বালানি সংকটের কারণে লোডশেডিং বাড়ছে বলে তিনি স্বীকার করেন। তবে শিগগিরই পরিস্থিতির উন্নতি হবে বলে আশা প্রকাশ করেন তিনি। হিসাবে যে অবস্থা, আমরা হয়তো না চাইলে বা চাইলে হবে না। এখানে দেশের বিদ্যুৎ উৎপাদন ক্ষমতা অনেক বেশি। বর্তমানে বিদ্যুৎ পরিস্থিতি স্বাভাবিক রাখতে সরকার সব ধরনের ব্যবস্থা নিচ্ছে। জ্বালানি সংকটের কারণে লোডশেডিং বাড়ছে বলে তিনি স্বীকার করেন। তবে শিগগিরই পরিস্থিতির উন্নতি হবে বলে আশা প্রকাশ করেন তিনি। হিসাবে যে অবস্থা, আমরা হয়তো না চাইলে বা চাইলে হবে না। এখানে দেশের বিদ্যুৎ উৎপাদন ক্ষমতা অনেক বেশি। বর্তমানে বিদ্যুৎ পরিস্থিতি স্বাভাবিক রাখতে সরকার সব ধরনের ব্যবস্থা নিচ্ছে। জ্বালানি সংকটের কারণে লোডশেডিং বাড়ছে বলে তিনি স্বীকার করেন। তবে শিগগিরই পরিস্থিতির উন্নতি হবে বলে আশা প্রকাশ করেন তিনি।: [14, 1110, 228, 1389]
story-sitrang-strike: ঘূর্ণিঝড় সিত্রাং আঘাত (প্রথম পাতার পর) কড়ের প্রভাবে বরিশাল নৌরুটে লঞ্চ চলাচল বন্ধ রয়েছে। উপকূলীয় এলাকায় মানুষকে আশ্রয়কেন্দ্রে সরিয়ে নেওয়া হচ্ছে। ঘূর্ণিঝড়টি সোমবার রাতে বা মঙ্গলবার ভোরে বাংলাদেশ উপকূল অতিক্রম করতে পারে। এর প্রভাবে ঘণ্টায় ৮০ থেকে ৯০ কিলোমিটার বেগে দমকা হাওয়া বইতে পারে। চট্টগ্রাম, মোংলা, পায়রা ও কক্সবাজার সমুদ্রবন্দরকে সতর্ক সংকেত দেখাতে বলা হয়েছে। উপকূলীয় জেলাগুলো স্বাভাবিকের চেয়ে উঁচু জলোচ্ছ্বাসে প্লাবিত হতে পারে। কড়ের প্রভাবে বরিশাল নৌরুটে লঞ্চ চলাচল বন্ধ রয়েছে। উপকূলীয় এলাকায় মানুষকে আশ্রয়কেন্দ্রে সরিয়ে নেওয়া হচ্ছে। ঘূর্ণিঝড়টি সোমবার রাতে বা মঙ্গলবার ভোরে বাংলাদেশ উপকূল অতিক্রম করতে পারে। এর প্রভাবে ঘণ্টায় ৮০ থেকে ৯০ কিলোমিটার বেগে দমকা হাওয়া বইতে পারে। চট্টগ্রাম, মোংলা, পায়রা ও কক্সবাজার সমুদ্রবন্দরকে সতর্ক সংকেত দেখাতে বলা হয়েছে। উপকূলীয় জেলাগুলো স্বাভাবিকের চেয়ে উঁচু জলোচ্ছ্বাসে প্লাবিত হতে পারে। কড়ের প্রভাবে বরিশাল নৌরুটে লঞ্চ চলাচল বন্ধ রয়েছে। উপকূলীয় এলাকায় মানুষকে আশ্রয়কেন্দ্রে সরিয়ে নেওয়া হচ্ছে। ঘূর্ণিঝড়টি সোমবার রাতে বা মঙ্গলবার ভোরে বাংলাদেশ উপকূল অতিক্রম করতে পারে। এর প্রভাবে ঘণ্টায় ৮০ থেকে ৯০ কিলোমিটার বেগে দমকা হাওয়া বইতে পারে। চট্টগ্রাম, মোংলা, পায়রা ও কক্সবাজার সমুদ্রবন্দরকে সতর্ক সংকেত দেখাতে বলা হয়েছে। উপকূলীয় জেলাগুলো স্বাভাবিকের চেয়ে উঁচু জলোচ্ছ্বাসে প্লাবিত হতে পারে। কড়ের প্রভাবে বরিশাল নৌরুটে লঞ্চ চলাচল বন্ধ রয়েছে। উপকূলীয় এলাকায় মানুষকে আশ্রয়কেন্দ্রে সরিয়ে নেওয়া হচ্ছে। ঘূর্ণিঝড়টি সোমবার রাতে বা মঙ্গলবার ভোরে বাংলাদেশ উপকূল অতিক্রম করতে পারে। এর প্রভাবে ঘণ্টায় ৮০ থেকে ৯০ কিলোমিটার বেগে দমকা হাওয়া বইতে পারে। চট্টগ্রাম, মোংলা, পায়রা ও কক্সবাজার সমুদ্রবন্দরকে সতর্ক সংকেত দেখাতে বলা হয়েছে। উপকূলীয় জেলাগুলো স্বাভাবিকের চেয়ে উঁচু জলোচ্ছ্বাসে প্লাবিত হতে পারে। কড়ের প্রভাবে বরিশাল নৌরুটে লঞ্চ চলাচল বন্ধ রয়েছে। উপকূলীয় এলাকায় মানুষকে আশ্রয়কেন্দ্রে সরিয়ে নেওয়া হচ্ছে। ঘূর্ণিঝড়টি সোমবার রাতে বা মঙ্গলবার ভোরে বাংলাদেশ উপকূল অতিক্রম করতে পারে। এর প্রভাবে ঘণ্টায় ৮০ থেকে ৯০ কিলোমিটার বেগে দমকা হাওয়া বইতে পারে। চট্টগ্রাম, মোংলা, পায়রা ও কক্সবাজার সমুদ্রবন্দরকে সতর্ক সংকেত দেখাতে বলা হয়েছে। উপকূলীয় জেলাগুলো স্বাভাবিকের চেয়ে উঁচু জলোচ্ছ্বাসে প্লাবিত হতে পারে। কড়ের প্রভাবে বরিশাল নৌরুটে লঞ্চ চলাচল বন্ধ রয়েছে। উপকূলীয় এলাকায় মানুষকে আশ্রয়কেন্দ্রে সরিয়ে নেওয়া হচ্ছে। ঘূর্ণিঝড়টি সোমবার রাতে বা মঙ্গলবার ভোরে বাংলাদেশ উপকূল অতিক্রম করতে পারে। এর প্রভাবে ঘণ্টায় ৮০ থেকে ৯০ কিলোমিটার বেগে দমকা হাওয়া বইতে পারে। চট্টগ্রাম, মোংলা, পায়রা ও কক্সবাজার সমুদ্রবন্দরকে সতর্ক সংকেত দেখাতে বলা হয়েছে। উপকূলীয় জেলাগুলো স্বাভাবিকের চেয়ে উঁচু জলোচ্ছ্বাসে প্লাবিত হতে পারে। কড়ের প্রভাবে বরিশাল নৌরুটে লঞ্চ চলাচল বন্ধ রয়েছে। উপকূলীয় এলাকায় মানুষকে আশ্রয়কেন্দ্রে সরিয়ে নেওয়া হচ্ছে। ঘূর্ণিঝড়টি সোমবার রাতে বা মঙ্গলবার ভোরে বাংলাদেশ উপকূল অতিক্রম করতে পারে। এর প্রভাবে ঘণ্টায় ৮০ থেকে ৯০ কিলোমিটার বেগে দমকা হাওয়া বইতে পারে। চট্টগ্রাম, মোংলা, পায়রা ও কক্সবাজার সমুদ্রবন্দরকে সতর্ক সংকেত দেখাতে বলা হয়েছে। উপকূলীয় জেলাগুলো স্বাভাবিকের চেয়ে উঁচু জলোচ্ছ্বাসে প্লাবিত হতে পারে। কড়ের প্রভাবে বরিশাল নৌরুটে লঞ্চ চলাচল বন্ধ রয়েছে। উপকূলীয় এলাকায় মানুষকে আশ্রয়কেন্দ্রে সরিয়ে নেওয়া হচ্ছে। ঘূর্ণিঝড়টি সোমবার রাতে বা মঙ্গলবার ভোরে বাংলাদেশ উপকূল অতিক্রম করতে পারে। এর প্রভাবে ঘণ্টায় ৮০ থেকে ৯০ কিলোমিটার বেগে দমকা হাওয়া বইতে পারে। চট্টগ্রাম, মোংলা, পায়রা ও কক্সবাজার সমুদ্রবন্দরকে সতর্ক সংকেত দেখাতে বলা হয়েছে। উপকূলীয় জেলাগুলো স্বাভাবিকের চেয়ে উঁচু জলোচ্ছ্বাসে প্লাবিত হতে পারে। কড়ের প্রভাবে বরিশাল নৌরুটে লঞ্চ চলাচল বন্ধ রয়েছে। উপকূলীয় এলাকায় মানুষকে আশ্রয়কেন্দ্রে সরিয়ে নেওয়া হচ্ছে। ঘূর্ণিঝড়টি সোমবার রাতে বা মঙ্গলবার ভোরে বাংলাদেশ উপকূল অতিক্রম করতে পারে। এর প্রভাবে ঘণ্টায় ৮০ থেকে ৯০ কিলোমিটার বেগে দমকা হাওয়া বইতে পারে। চট্টগ্রাম, মোংলা, পায়রা ও কক্সবাজার সমুদ্রবন্দরকে সতর্ক সংকেত দেখাতে বলা হয়েছে। উপকূলীয় জেলাগুলো স্বাভাবিকের চেয়ে উঁচু জলোচ্ছ্বাসে প্লাবিত হতে পারে।: [666, 770, 932, 1177]
page-number-badge: [22, 10, 94, 76]
story-rally-continued: খুলনায় জনসমাবেশ বানচাল করতে সরকারের সব উদ্যোগ ব্যর্থ করে দিয়েছে জনগণ বলে মন্তব্য করেছেন বিএনপির মহাসচিব মির্জা ফখরুল ইসলাম আলমগীর। গতকাল রোববার গুলশানে দলের চেয়ারপারসনের কার্যালয়ে সংবাদ সম্মেলনে তিনি এ কথা বলেন। তিনি বলেন, পরিবহন ধর্মঘট ডেকে, পথে পথে বাধা দিয়েও মানুষের ঢল ঠেকানো যায়নি। খুলনায় জনসমাবেশ বানচাল করতে সরকারের সব উদ্যোগ ব্যর্থ করে দিয়েছে জনগণ বলে মন্তব্য করেছেন বিএনপির মহাসচিব মির্জা ফখরুল ইসলাম আলমগীর। গতকাল রোববার গুলশানে দলের চেয়ারপারসনের কার্যালয়ে সংবাদ সম্মেলনে তিনি এ কথা বলেন। তিনি বলেন, পরিবহন ধর্মঘট ডেকে, পথে পথে বাধা দিয়েও মানুষের ঢল ঠেকানো যায়নি। খুলনায় জনসমাবেশ বানচাল করতে সরকারের সব উদ্যোগ ব্যর্থ করে দিয়েছে জনগণ বলে মন্তব্য করেছেন বিএনপির মহাসচিব মির্জা ফখরুল ইসলাম আলমগীর। গতকাল রোববার গুলশানে দলের চেয়ারপারসনের কার্যালয়ে সংবাদ সম্মেলনে তিনি এ কথা বলেন। তিনি বলেন, পরিবহন ধর্মঘট ডেকে, পথে পথে বাধা দিয়েও মানুষের ঢল ঠেকানো যায়নি। খুলনায় জনসমাবেশ বানচাল করতে সরকারের সব উদ্যোগ ব্যর্থ করে দিয়েছে জনগণ বলে মন্তব্য করেছেন বিএনপির মহাসচিব মির্জা ফখরুল ইসলাম আলমগীর। গতকাল রোববার গুলশানে দলের চেয়ারপারসনের কার্যালয়ে সংবাদ সম্মেলনে তিনি এ কথা বলেন। তিনি বলেন, পরিবহন ধর্মঘট ডেকে, পথে পথে বাধা দিয়েও মানুষের ঢল ঠেকানো যায়নি। খুলনায় জনসমাবেশ বানচাল করতে সরকারের সব উদ্যোগ ব্যর্থ করে দিয়েছে জনগণ বলে মন্তব্য করেছেন বিএনপির মহাসচিব মির্জা ফখরুল ইসলাম আলমগীর। গতকাল রোববার গুলশানে দলের চেয়ারপারসনের কার্যালয়ে সংবাদ সম্মেলনে তিনি এ কথা বলেন। তিনি বলেন, পরিবহন ধর্মঘট ডেকে, পথে পথে বাধা দিয়েও মানুষের ঢল ঠেকানো যায়নি। খুলনায় জনসমাবেশ বানচাল করতে সরকারের সব উদ্যোগ ব্যর্থ করে দিয়েছে জনগণ বলে মন্তব্য করেছেন বিএনপির মহাসচিব মির্জা ফখরুল ইসলাম আলমগীর। গতকাল রোববার গুলশানে দলের চেয়ারপারসনের কার্যালয়ে সংবাদ সম্মেলনে তিনি এ কথা বলেন। তিনি বলেন, পরিবহন ধর্মঘট ডেকে, পথে পথে বাধা দিয়েও মানুষের ঢল ঠেকানো যায়নি। খুলনায় জনসমাবেশ বানচাল করতে সরকারের সব উদ্যোগ ব্যর্থ করে দিয়েছে জনগণ বলে মন্তব্য করেছেন বিএনপির মহাসচিব মির্জা ফখরুল ইসলাম আলমগীর। গতকাল রোববার গুলশানে দলের চেয়ারপারসনের কার্যালয়ে সংবাদ সম্মেলনে তিনি এ কথা বলেন। তিনি বলেন, পরিবহন ধর্মঘট ডেকে, পথে পথে বাধা দিয়েও মানুষের ঢল ঠেকানো যায়নি। খুলনায় জনসমাবেশ বানচাল করতে সরকারের সব উদ্যোগ ব্যর্থ করে দিয়েছে জনগণ বলে মন্তব্য করেছেন বিএনপির মহাসচিব মির্জা ফখরুল ইসলাম আলমগীর। গতকাল রোববার গুলশানে দলের চেয়ারপারসনের কার্যালয়ে সংবাদ সম্মেলনে তিনি এ কথা বলেন। তিনি বলেন, পরিবহন ধর্মঘট ডেকে, পথে পথে বাধা দিয়েও মানুষের ঢল ঠেকানো যায়নি।: [564, 900, 660, 1571]
column-divider: [232, 92, 233, 1512]
story-xi-jinping: শি জিনপিংকে (প্রথম পাতার পর) কমিটিতে রাখা হয়নি প্রধানমন্ত্রী লি কেছিয়াং ও ওয়াং ইয়াংকে। চীনা কমিউনিস্ট পার্টির প্রতিষ্ঠাতা মাও সে তুং-এর পর এই প্রথম কোনো নেতা টানা তৃতীয় মেয়াদে দলের প্রধান নির্বাচিত হলেন।: [334, 94, 556, 144]
